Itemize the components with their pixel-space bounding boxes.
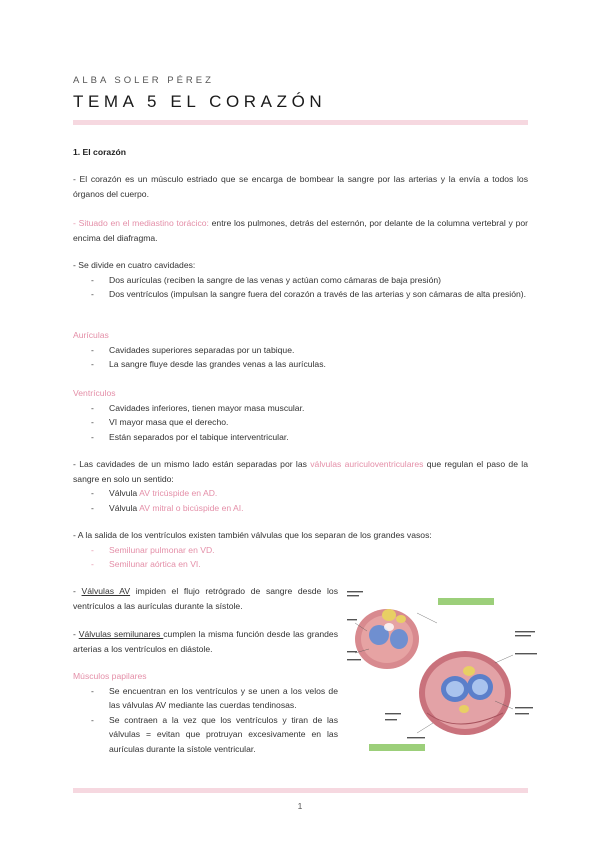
- av-valves-block: [73, 457, 528, 515]
- page-number: 1: [297, 801, 303, 811]
- section-title: 1. El corazón: [73, 147, 127, 157]
- lower-heart-section: [419, 651, 511, 735]
- ventriculos-block: [73, 386, 528, 444]
- figure-label-top: [438, 598, 494, 605]
- list-item: - Se contraen a la vez que los ventrículos y tiran de las válvulas = evitan que protruyan excesivamente en las aurículas durante la sístole ventricular.: [91, 714, 338, 754]
- divisions-intro: - Se divide en cuatro cavidades:: [73, 260, 196, 270]
- list-item: - Válvula AV mitral o bicúspide en AI.: [91, 502, 244, 513]
- list-item: - Están separados por el tabique interventricular.: [91, 431, 289, 442]
- divisions-list: [73, 273, 528, 302]
- list-item: - Dos aurículas (reciben la sangre de las venas y actúan como cámaras de baja presión): [91, 274, 441, 285]
- semilunar-block: [73, 528, 528, 572]
- top-divider: [73, 120, 528, 125]
- valvulas-sl-term: Válvulas semilunares: [78, 629, 164, 639]
- av-valves-list: [73, 486, 528, 515]
- bottom-divider: [73, 788, 528, 793]
- intro-paragraph: - El corazón es un músculo estriado que se encarga de bombear la sangre por las arterias y la envía a todos los órganos del cuerpo.: [73, 174, 528, 199]
- location-rest: entre los pulmones, detrás del esternón, por delante de la columna vertebral y por encima del diafragma.: [73, 218, 528, 243]
- papilares-block: [73, 669, 338, 757]
- heart-valves-figure: [345, 583, 545, 758]
- divisions-block: [73, 258, 528, 302]
- ventriculos-list: [73, 401, 528, 445]
- list-item: - La sangre fluye desde las grandes venas a las aurículas.: [91, 359, 326, 370]
- upper-heart-section: [355, 609, 419, 669]
- papilares-list: [73, 684, 338, 757]
- ventriculos-heading: Ventrículos: [73, 388, 116, 398]
- page-title: TEMA 5 EL CORAZÓN: [73, 92, 327, 111]
- valvulas-av-term: Válvulas AV: [81, 586, 131, 596]
- list-item: - Dos ventrículos (impulsan la sangre fuera del corazón a través de las arterias y son cámaras de alta presión).: [91, 289, 526, 300]
- list-item: - Se encuentran en los ventrículos y se unen a los velos de las válvulas AV mediante las cuerdas tendinosas.: [91, 685, 338, 711]
- list-item: - Válvula AV tricúspide en AD.: [91, 488, 218, 499]
- location-highlight: - Situado en el mediastino torácico:: [73, 218, 209, 228]
- av-valves-intro: - Las cavidades de un mismo lado están separadas por las válvulas auriculoventriculares que regulan el paso de la sangre en solo un sentido:: [73, 459, 528, 484]
- list-item: - Semilunar pulmonar en VD.: [91, 544, 215, 555]
- valvulas-av-note: - Válvulas AV impiden el flujo retrógrado de sangre desde los ventrículos a las aurículas durante la sístole.: [73, 586, 338, 611]
- list-item: - VI mayor masa que el derecho.: [91, 417, 229, 428]
- figure-label-bottom: [369, 744, 425, 751]
- semilunar-intro: - A la salida de los ventrículos existen también válvulas que los separan de los grandes vasos:: [73, 530, 432, 540]
- auriculas-block: [73, 328, 528, 372]
- semilunar-list: [73, 543, 528, 572]
- auriculas-list: [73, 343, 528, 372]
- location-paragraph: [73, 216, 528, 245]
- author-name: ALBA SOLER PÉREZ: [73, 75, 214, 86]
- papilares-heading: Músculos papilares: [73, 671, 147, 681]
- list-item: - Cavidades inferiores, tienen mayor masa muscular.: [91, 402, 305, 413]
- valvulas-sl-note: - Válvulas semilunares cumplen la misma función desde las grandes arterias a los ventrículos en diástole.: [73, 629, 339, 654]
- list-item: - Semilunar aórtica en VI.: [91, 559, 201, 570]
- list-item: - Cavidades superiores separadas por un tabique.: [91, 344, 295, 355]
- auriculas-heading: Aurículas: [73, 330, 109, 340]
